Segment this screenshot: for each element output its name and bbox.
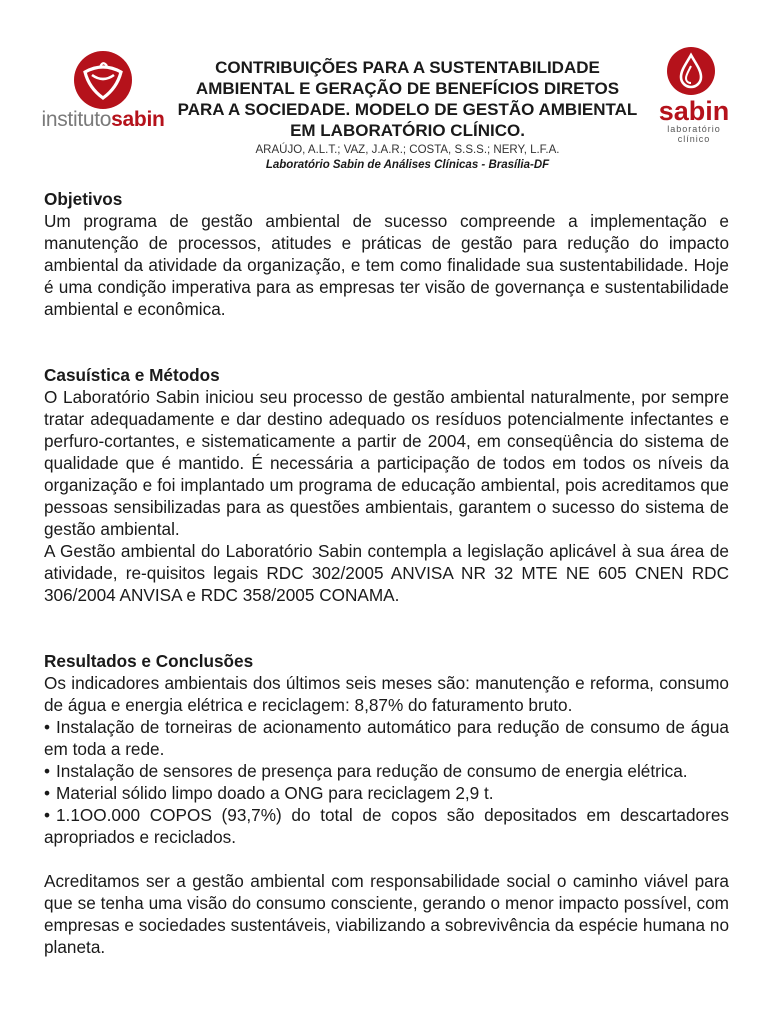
title-block [175,57,640,173]
resultados-intro: Os indicadores ambientais dos últimos seis meses são: manutenção e reforma, consumo de água e energia elétrica e reciclagem: 8,87% do faturamento bruto. [44,673,729,715]
bullet-dot: • [44,783,51,803]
bullet-text: Instalação de sensores de presença para redução de consumo de energia elétrica. [56,761,688,781]
metodos-text-1: O Laboratório Sabin iniciou seu processo de gestão ambiental naturalmente, por sempre tratar adequadamente e dar destino adequado os resíduos potencialmente infectantes e perfuro-cortantes, e sistematicamente a partir de 2004, em conseqüência do sistema de qualidade que é mantido. É necessária a participação de todos em todos os níveis da organização e foi implantado um programa de educação ambiental, pois acreditamos que pessoas sensibilizadas para as questões ambientais, garantem o sucesso do sistema de gestão ambiental. [44,387,729,539]
section-metodos [44,364,729,606]
resultados-title: Resultados e Conclusões [44,651,254,671]
instituto-sabin-wordmark [40,108,166,132]
heart-drop-icon [73,50,133,110]
objetivos-text: Um programa de gestão ambiental de sucesso compreende a implementação e manutenção de processos, atitudes e práticas de gestão para redução do impacto ambiental da atividade da organização, e tem como finalidade sua sustentabilidade. Hoje é uma condição imperativa para as empresas ter visão de governança e sustentabilidade ambiental e econômica. [44,211,729,319]
bullet-item [44,782,729,804]
bullet-item [44,760,729,782]
poster-title: CONTRIBUIÇÕES PARA A SUSTENTABILIDADE AMBIENTAL E GERAÇÃO DE BENEFÍCIOS DIRETOS PARA A SOCIEDADE. MODELO DE GESTÃO AMBIENTAL EM LABORATÓRIO CLÍNICO. [177,58,638,140]
sabin-subtitle: laboratório clínico [667,124,721,144]
bullet-dot: • [44,805,51,825]
instituto-sabin-logo [40,50,166,132]
bullet-item [44,716,729,760]
sabin-laboratorio-logo [654,46,734,144]
wordmark-part1: instituto [41,108,112,131]
wordmark-part2: sabin [111,108,165,131]
bullet-text: Material sólido limpo doado a ONG para reciclagem 2,9 t. [56,783,494,803]
authors: ARAÚJO, A.L.T.; VAZ, J.A.R.; COSTA, S.S.S.; NERY, L.F.A. [255,144,560,156]
metodos-title: Casuística e Métodos [44,365,220,385]
poster-content [44,188,729,1002]
flame-drop-icon [666,46,716,96]
poster-header [0,0,768,185]
bullet-dot: • [44,717,51,737]
objetivos-title: Objetivos [44,189,123,209]
closing-text: Acreditamos ser a gestão ambiental com responsabilidade social o caminho viável para que se tenha uma visão do consumo consciente, gerando o menor impacto possível, com empresas e sociedades sustentáveis, viabilizando a sobrevivência da espécie humana no planeta. [44,871,729,957]
section-objetivos [44,188,729,320]
section-resultados [44,650,729,958]
institution: Laboratório Sabin de Análises Clínicas - Brasília-DF [265,159,550,171]
metodos-text-2: A Gestão ambiental do Laboratório Sabin contempla a legislação aplicável à sua área de atividade, re-quisitos legais RDC 302/2005 ANVISA NR 32 MTE NE 605 CNEN RDC 306/2004 ANVISA e RDC 358/2005 CONAMA. [44,541,729,605]
bullet-dot: • [44,761,51,781]
bullet-text: Instalação de torneiras de acionamento automático para redução de consumo de água em toda a rede. [44,717,729,759]
bullet-item [44,804,729,848]
bullet-text: 1.1OO.000 COPOS (93,7%) do total de copos são depositados em descartadores apropriados e reciclados. [44,805,729,847]
sabin-wordmark: sabin [658,96,730,126]
